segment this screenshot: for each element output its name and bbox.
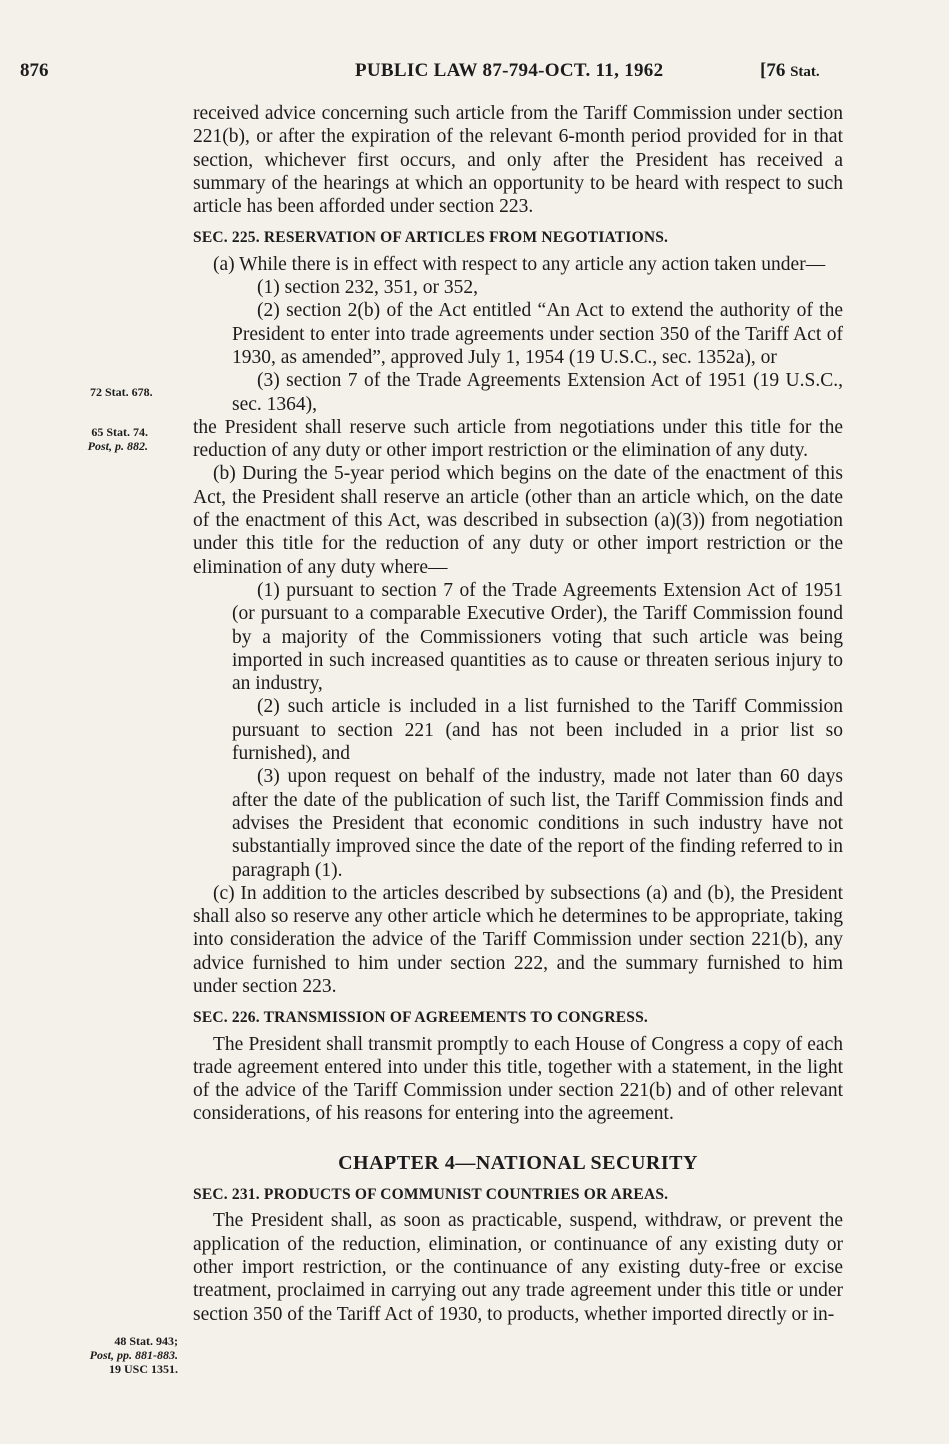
intro-paragraph: received advice concerning such article from the Tariff Commission under section 221(b), or after the expiration of the relevant 6-month period provided for in that section, whichever first occurs, and only after the President has received a summary of the hearings at which an opportunity to be heard with respect to such article has been afforded under section 223. bbox=[193, 103, 843, 218]
chapter-4-heading: CHAPTER 4—NATIONAL SECURITY bbox=[338, 1151, 698, 1174]
margin-note-72-stat bbox=[90, 385, 153, 399]
sec-231-heading: SEC. 231. PRODUCTS OF COMMUNIST COUNTRIES OR AREAS. bbox=[193, 1186, 669, 1204]
margin-note-line: Post, p. 882. bbox=[87, 439, 148, 453]
sec-225-a-item-1: (1) section 232, 351, or 352, bbox=[257, 277, 478, 299]
sec-225-a-item-3: (3) section 7 of the Trade Agreements Extension Act of 1951 (19 U.S.C., sec. 1364), bbox=[232, 370, 843, 415]
margin-note-line: 48 Stat. 943; bbox=[114, 1334, 178, 1348]
sec-225-a-conclusion: the President shall reserve such article from negotiations under this title for the reduction of any duty or other import restriction or the elimination of any duty. bbox=[193, 416, 843, 462]
running-head: PUBLIC LAW 87-794-OCT. 11, 1962 bbox=[355, 60, 664, 81]
sec-225-b-item-3: (3) upon request on behalf of the industry, made not later than 60 days after the date of the publication of such list, the Tariff Commission finds and advises the President that economic conditions in such industry have not substantially improved since the date of the report of the finding referred to in paragraph (1). bbox=[232, 766, 843, 881]
sec-231-text: The President shall, as soon as practicable, suspend, withdraw, or prevent the application of the reduction, elimination, or continuance of any existing duty or other import restriction, or the continuance of any existing duty-free or excise treatment, proclaimed in carrying out any trade agreement under this title or under section 350 of the Tariff Act of 1930, to products, whether imported directly or in- bbox=[193, 1210, 843, 1325]
statute-reference bbox=[760, 60, 820, 82]
stat-ref-suffix: Stat. bbox=[790, 64, 820, 80]
sec-226-text: The President shall transmit promptly to each House of Congress a copy of each trade agreement entered into under this title, together with a statement, in the light of the advice of the Tariff Commission under section 221(b) and of other relevant considerations, of his reasons for entering into the agreement. bbox=[193, 1033, 843, 1125]
margin-note-line: 72 Stat. 678. bbox=[90, 385, 153, 399]
page-number: 876 bbox=[20, 60, 49, 81]
sec-225-a-intro: (a) While there is in effect with respect to any article any action taken under— bbox=[213, 253, 826, 275]
sec-225-a-item-2: (2) section 2(b) of the Act entitled “An Act to extend the authority of the President to enter into trade agreements under section 350 of the Tariff Act of 1930, as amended”, approved July 1, 1954 (19 U.S.C., sec. 1352a), or bbox=[232, 300, 843, 368]
body-text bbox=[193, 102, 843, 1326]
sec-225-c: (c) In addition to the articles described by subsections (a) and (b), the President shall also so reserve any other article which he determines to be appropriate, taking into consideration the advice of the Tariff Commission under section 221(b), any advice furnished to him under section 222, and the summary furnished to him under section 223. bbox=[193, 882, 843, 997]
sec-225-b-item-1: (1) pursuant to section 7 of the Trade Agreements Extension Act of 1951 (or pursuant to a comparable Executive Order), the Tariff Commission found by a majority of the Commissioners voting that such article was being imported in such increased quantities as to cause or threaten serious injury to an industry, bbox=[232, 579, 843, 695]
margin-note-65-stat bbox=[60, 425, 148, 453]
margin-note-line: Post, pp. 881-883. bbox=[89, 1348, 178, 1362]
sec-225-heading: SEC. 225. RESERVATION OF ARTICLES FROM NEGOTIATIONS. bbox=[193, 229, 669, 247]
margin-note-line: 65 Stat. 74. bbox=[91, 425, 148, 439]
stat-ref-prefix: [76 bbox=[760, 60, 791, 81]
margin-note-line: 19 USC 1351. bbox=[108, 1362, 178, 1376]
sec-226-heading: SEC. 226. TRANSMISSION OF AGREEMENTS TO CONGRESS. bbox=[193, 1009, 648, 1027]
sec-225-b-item-2: (2) such article is included in a list furnished to the Tariff Commission pursuant to section 221 (and has not been included in a prior list so furnished), and bbox=[232, 696, 843, 765]
sec-225-b-intro: (b) During the 5-year period which begins on the date of the enactment of this Act, the President shall reserve an article (other than an article which, on the date of the enactment of this Act, was described in subsection (a)(3)) from negotiation under this title for the reduction of any duty or other import restriction or the elimination of any duty where— bbox=[193, 463, 843, 578]
margin-note-48-stat bbox=[30, 1334, 178, 1376]
